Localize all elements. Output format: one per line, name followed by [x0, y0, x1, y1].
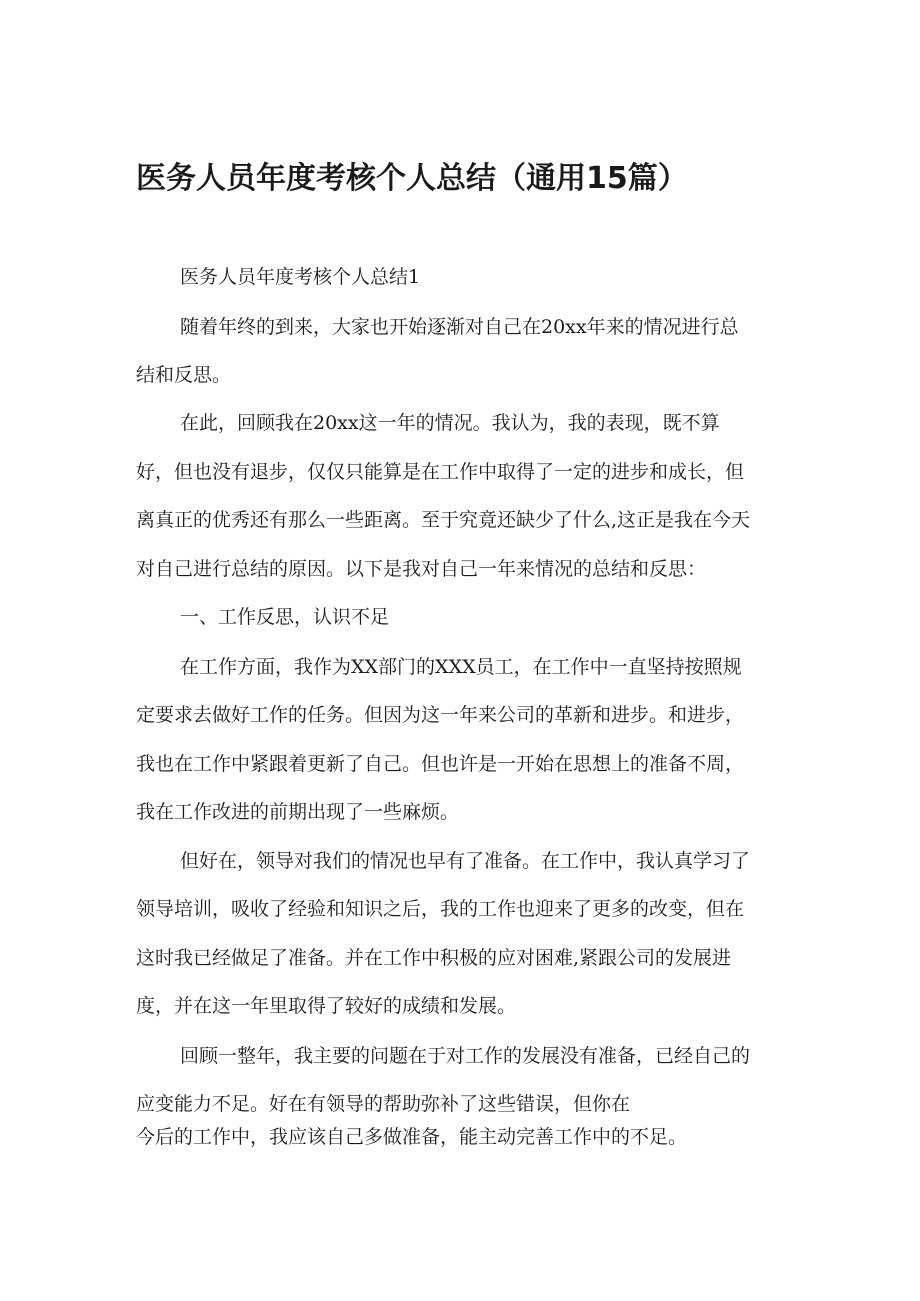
- paragraph-line: 我在工作改进的前期出现了一些麻烦。: [136, 801, 460, 823]
- section-heading-1: 医务人员年度考核个人总结1: [180, 266, 421, 288]
- section-subheading: 一、工作反思，认识不足: [180, 606, 390, 628]
- paragraph-line: 好，但也没有退步，仅仅只能算是在工作中取得了一定的进步和成长，但: [136, 461, 745, 483]
- paragraph-line: 我也在工作中紧跟着更新了自己。但也许是一开始在思想上的准备不周，: [136, 753, 745, 775]
- paragraph-line: 这时我已经做足了准备。并在工作中积极的应对困难,紧跟公司的发展进: [136, 947, 732, 969]
- document-body: [136, 262, 796, 1162]
- paragraph-line: 度，并在这一年里取得了较好的成绩和发展。: [136, 995, 517, 1017]
- paragraph-line: 回顾一整年，我主要的问题在于对工作的发展没有准备，已经自己的: [180, 1045, 751, 1067]
- paragraph-line: 应变能力不足。好在有领导的帮助弥补了这些错误，但你在: [136, 1093, 631, 1115]
- paragraph-line: 随着年终的到来，大家也开始逐渐对自己在20xx年来的情况进行总: [180, 316, 739, 338]
- paragraph-line: 离真正的优秀还有那么一些距离。至于究竟还缺少了什么,这正是我在今天: [136, 509, 751, 531]
- paragraph-line: 今后的工作中，我应该自己多做准备，能主动完善工作中的不足。: [136, 1126, 688, 1148]
- paragraph-line: 在此，回顾我在20xx这一年的情况。我认为，我的表现，既不算: [180, 412, 720, 434]
- paragraph-line: 定要求去做好工作的任务。但因为这一年来公司的革新和进步。和进步，: [136, 704, 745, 726]
- paragraph-line: 在工作方面，我作为XX部门的XXX员工，在工作中一直坚持按照规: [180, 656, 742, 678]
- document-title: 医务人员年度考核个人总结（通用15篇）: [136, 161, 688, 196]
- paragraph-line: 对自己进行总结的原因。以下是我对自己一年来情况的总结和反思：: [136, 558, 707, 580]
- paragraph-line: 但好在，领导对我们的情况也早有了准备。在工作中，我认真学习了: [180, 850, 751, 872]
- paragraph-line: 领导培训，吸收了经验和知识之后，我的工作也迎来了更多的改变，但在: [136, 898, 745, 920]
- paragraph-line: 结和反思。: [136, 364, 232, 386]
